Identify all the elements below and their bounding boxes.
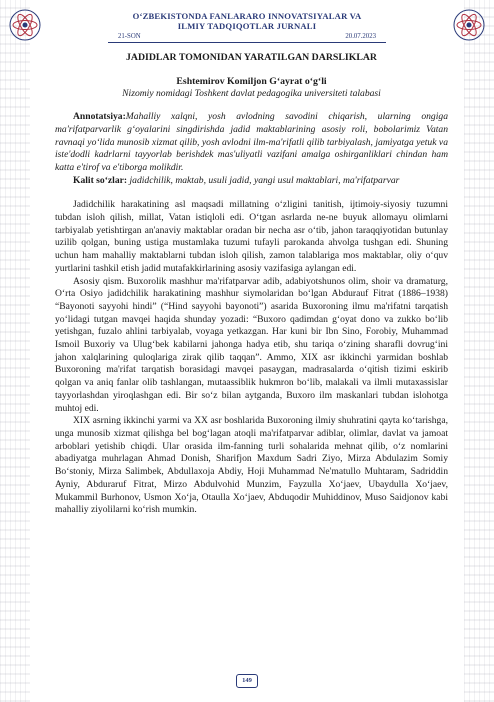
paragraph: XIX asrning ikkinchi yarmi va XX asr boshlarida Buxoroning ilmiy shuhratini qayta ko‘tarishga, unga munosib xizmat qilishga bel bog‘lagan atoqli ma'rifatparvar adiblar, olimlar, davlat va jamoat arboblari yetishib chiqdi. Ular orasida ilm-fanning turli sohalarida mehnat qilib, o‘z nomlarini abadiyatga muhrlagan Ahmad Donish, Sharifjon Maxdum Sadri Ziyo, Mirza Abdulazim Somiy Bo‘stoniy, Mirza Salimbek, Abdullaxoja Abdiy, Hoji Muhammad Ne'matullo Muhtaram, Sadriddin Ayniy, Abduraruf Fitrat, Mirzo Abdulvohid Munzim, Fayzulla Xo‘jaev, Ubaydulla Xo‘jaev, Mukammil Burhonov, Usmon Xo‘ja, Otaulla Xo‘jaev, Abduqodir Muhiddinov, Muso Saidjonov kabi mahalliy ziyolilarni ko‘rish mumkin. (55, 415, 448, 516)
keywords-text: jadidchilik, maktab, usuli jadid, yangi usul maktablari, ma'rifatparvar (129, 174, 400, 186)
journal-title-line1: O‘ZBEKISTONDA FANLARARO INNOVATSIYALAR VA (132, 11, 362, 21)
decorative-border-right (464, 0, 494, 702)
issue-date: 20.07.2023 (345, 33, 376, 40)
author-affiliation: Nizomiy nomidagi Toshkent davlat pedagogika universiteti talabasi (122, 88, 381, 100)
issue-number: 21-SON (118, 33, 141, 40)
paragraph: Jadidchilik harakatining asl maqsadi millatning o‘zligini tanitish, ijtimoiy-siyosiy tuzumni tubdan isloh qilish, millat, Vatan istiqloli edi. O‘tgan asrlarda ne-ne buyuk allomayu olimlarni tarbiyalab yetishtirgan an'anaviy maktablar oradan bir necha asr o‘tib, jahon taraqqiyotidan butunlay uzilib qolgan, buning ustiga mustamlaka tuzumi tufayli parokanda ahvolga tushgan edi. Shuning uchun ham mahalliy maktablarni tubdan isloh qilish, zamon talablariga mos maktablar, oliy o‘quv yurtlarini tashkil etish jadid mutafakkirlarining asosiy vazifasiga aylangan edi. (55, 199, 448, 274)
abstract-text: Mahalliy xalqni, yosh avlodning savodini chiqarish, ularning ongiga ma'rifatparvarlik g‘oyalarini singdirishda jadid maktablarining asosiy roli, bobolarimiz Vatan ravnaqi yo‘lida munosib xizmat qilib, yosh avlodni ilm-ma'rifatli qilib tarbiyalash, jamiyatga yetuk va iste'dodli kadrlarni tayyorlab berishdek mas'uliyatli vazifani amalga oshirganliklari chindan ham katta e'tirof va e'tiborga molikdir. (55, 111, 448, 173)
abstract-label: Annotatsiya: (73, 111, 126, 123)
header-divider (108, 42, 386, 43)
article-title: JADIDLAR TOMONIDAN YARATILGAN DARSLIKLAR (125, 52, 378, 63)
journal-title (30, 11, 464, 31)
decorative-border-left (0, 0, 30, 702)
paragraph: Asosiy qism. Buxorolik mashhur ma'rifatparvar adib, adabiyotshunos olim, shoir va dramaturg, O‘rta Osiyo jadidchilik harakatining mashhur siymolaridan bo‘lgan Abdurauf Fitrat (1886–1938) “Bayonoti sayyohi hindi” (“Hind sayyohi bayonoti”) asarida Buxoroning ilmu ma'rifatni tarqatish yo‘lidagi tutgan mavqei haqida shunday yozadi: “Buxoro qadimdan g‘oyat dono va zukko bo‘lib yetishgan, fuzalo ahlini tarbiyalab, voyaga yetkazgan. Har kuni bir Ibn Sino, Forobiy, Muhammad Ismoil Buxoriy va Ulug‘bek kabilarni jahonga hadya etib, shu tariqa o‘zining sharafli dovrug‘ini jahon xalqlarining quloqlariga zirak qilib taqqan”. Ammo, XIX asr ikkinchi yarmidan boshlab Buxoroning ma'rifat tarqatish borasidagi mavqei pasaygan, madrasalarda o‘qitish tizimi eskirib qolgan va aniq fanlar olib tashlangan, mutaassiblik hukmron bo‘lib, malakali va ilmli mutaxassislar tayyorlashdan yiroqlashgan edi. Bir so‘z bilan aytganda, Buxoro ilm maskanlari tubdan islohotga muhtoj edi. (55, 275, 448, 414)
journal-title-line2: ILMIY TADQIQOTLAR JURNALI (177, 21, 317, 31)
keywords-label: Kalit so‘zlar: (73, 174, 128, 186)
page-number: 149 (236, 674, 258, 688)
article-author: Eshtemirov Komiljon G‘ayrat o‘g‘li (176, 75, 327, 87)
article-body (55, 50, 448, 517)
atom-logo-icon (452, 8, 486, 42)
journal-header (30, 6, 464, 46)
abstract (55, 111, 448, 175)
keywords (55, 175, 448, 188)
